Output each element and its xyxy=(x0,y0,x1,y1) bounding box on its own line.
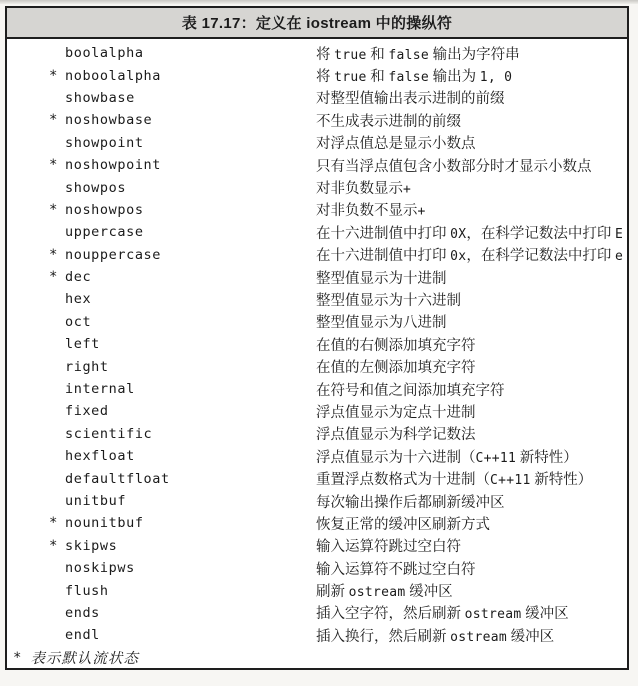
table-row xyxy=(7,87,627,109)
manipulator-description: 重置浮点数格式为十进制（C++11 新特性） xyxy=(316,472,593,489)
table-row xyxy=(7,355,627,377)
manipulator-description: 刷新 ostream 缓冲区 xyxy=(316,584,453,601)
manipulator-description: 恢复正常的缓冲区刷新方式 xyxy=(316,516,490,533)
manipulator-table xyxy=(5,6,629,670)
manipulator-name: skipws xyxy=(65,537,118,554)
default-state-star: * xyxy=(49,157,58,174)
code-term: 0x xyxy=(450,249,467,265)
code-term: false xyxy=(388,47,430,63)
table-row xyxy=(7,176,627,198)
table-row xyxy=(7,288,627,310)
code-term: C++11 xyxy=(490,473,531,489)
manipulator-name: noshowbase xyxy=(65,112,153,129)
code-term: ostream xyxy=(464,607,522,623)
table-row xyxy=(7,199,627,221)
manipulator-name: boolalpha xyxy=(65,45,144,62)
manipulator-description: 对整型值输出表示进制的前缀 xyxy=(316,91,505,108)
table-body xyxy=(7,39,627,647)
table-row xyxy=(7,400,627,422)
manipulator-name: scientific xyxy=(65,425,153,442)
table-row xyxy=(7,42,627,64)
table-row xyxy=(7,221,627,243)
manipulator-description: 浮点值显示为科学记数法 xyxy=(316,427,476,444)
manipulator-description: 在十六进制值中打印 0x，在科学记数法中打印 e xyxy=(316,248,624,265)
manipulator-name: ends xyxy=(65,604,100,621)
manipulator-name: showbase xyxy=(65,89,135,106)
table-row xyxy=(7,109,627,131)
default-state-star: * xyxy=(49,515,58,532)
manipulator-description: 不生成表示进制的前缀 xyxy=(316,113,461,130)
manipulator-name: noshowpoint xyxy=(65,157,162,174)
manipulator-description: 浮点值显示为十六进制（C++11 新特性） xyxy=(316,449,578,466)
table-row xyxy=(7,154,627,176)
manipulator-name: noboolalpha xyxy=(65,67,162,84)
manipulator-name: noskipws xyxy=(65,560,135,577)
default-state-star: * xyxy=(49,112,58,129)
manipulator-description: 浮点值显示为定点十进制 xyxy=(316,404,476,421)
code-term: true xyxy=(334,70,367,86)
manipulator-description: 在值的左侧添加填充字符 xyxy=(316,360,476,377)
code-term: ostream xyxy=(450,629,508,645)
manipulator-description: 插入换行，然后刷新 ostream 缓冲区 xyxy=(316,628,555,645)
table-row xyxy=(7,64,627,86)
page-scan-edge xyxy=(0,0,638,4)
manipulator-name: defaultfloat xyxy=(65,470,170,487)
table-title: 表 17.17：定义在 iostream 中的操纵符 xyxy=(181,15,453,32)
table-row xyxy=(7,445,627,467)
code-term: true xyxy=(334,47,367,63)
table-title-bar xyxy=(7,8,627,39)
manipulator-description: 整型值显示为十进制 xyxy=(316,270,447,287)
manipulator-description: 在十六进制值中打印 0X，在科学记数法中打印 E xyxy=(316,225,624,242)
manipulator-name: fixed xyxy=(65,403,109,420)
table-row xyxy=(7,557,627,579)
manipulator-description: 输入运算符不跳过空白符 xyxy=(316,561,476,578)
table-footnote xyxy=(7,647,627,669)
manipulator-name: right xyxy=(65,358,109,375)
table-row xyxy=(7,244,627,266)
table-row xyxy=(7,333,627,355)
default-state-star: * xyxy=(49,67,58,84)
manipulator-description: 在值的右侧添加填充字符 xyxy=(316,337,476,354)
manipulator-description: 每次输出操作后都刷新缓冲区 xyxy=(316,494,505,511)
manipulator-name: nounitbuf xyxy=(65,515,144,532)
table-row xyxy=(7,602,627,624)
table-row xyxy=(7,467,627,489)
manipulator-description: 对浮点值总是显示小数点 xyxy=(316,136,476,153)
manipulator-description: 将 true 和 false 输出为 1, 0 xyxy=(316,69,513,86)
footnote-text: 表示默认流状态 xyxy=(30,651,139,668)
manipulator-name: unitbuf xyxy=(65,493,127,509)
default-state-star: * xyxy=(49,246,58,263)
table-row xyxy=(7,423,627,445)
manipulator-name: hex xyxy=(65,291,92,308)
code-term: + xyxy=(403,182,412,198)
code-term: + xyxy=(417,204,426,220)
default-state-star: * xyxy=(49,269,58,286)
manipulator-description: 只有当浮点值包含小数部分时才显示小数点 xyxy=(316,158,592,175)
manipulator-name: uppercase xyxy=(65,224,144,241)
manipulator-name: dec xyxy=(65,269,92,286)
code-term: false xyxy=(388,70,430,86)
code-term: 0X xyxy=(450,226,467,242)
manipulator-name: hexfloat xyxy=(65,448,135,465)
code-term: ostream xyxy=(348,585,406,601)
manipulator-description: 插入空字符，然后刷新 ostream 缓冲区 xyxy=(316,606,569,623)
manipulator-name: oct xyxy=(65,313,92,330)
manipulator-name: endl xyxy=(65,627,100,644)
manipulator-name: internal xyxy=(65,381,135,398)
manipulator-name: nouppercase xyxy=(65,246,162,263)
table-row xyxy=(7,535,627,557)
manipulator-description: 对非负数不显示+ xyxy=(316,203,426,220)
manipulator-name: left xyxy=(65,336,100,353)
table-row xyxy=(7,490,627,512)
table-row xyxy=(7,624,627,646)
code-term: 1, 0 xyxy=(479,70,513,86)
manipulator-description: 在符号和值之间添加填充字符 xyxy=(316,382,505,399)
manipulator-description: 整型值显示为八进制 xyxy=(316,315,447,332)
table-row xyxy=(7,132,627,154)
footnote-star-glyph: * xyxy=(13,649,23,666)
code-term: E xyxy=(615,226,624,242)
manipulator-description: 对非负数显示+ xyxy=(316,181,412,198)
manipulator-name: flush xyxy=(65,582,109,599)
manipulator-name: showpos xyxy=(65,179,127,196)
manipulator-description: 将 true 和 false 输出为字符串 xyxy=(316,46,520,63)
table-row xyxy=(7,579,627,601)
manipulator-name: showpoint xyxy=(65,134,144,151)
manipulator-description: 输入运算符跳过空白符 xyxy=(316,539,461,556)
table-row xyxy=(7,512,627,534)
default-state-star: * xyxy=(49,201,58,218)
manipulator-description: 整型值显示为十六进制 xyxy=(316,292,461,309)
code-term: e xyxy=(615,249,624,265)
default-state-star: * xyxy=(49,537,58,554)
table-row xyxy=(7,378,627,400)
table-row xyxy=(7,266,627,288)
manipulator-name: noshowpos xyxy=(65,201,144,218)
table-row xyxy=(7,311,627,333)
code-term: C++11 xyxy=(475,450,517,466)
